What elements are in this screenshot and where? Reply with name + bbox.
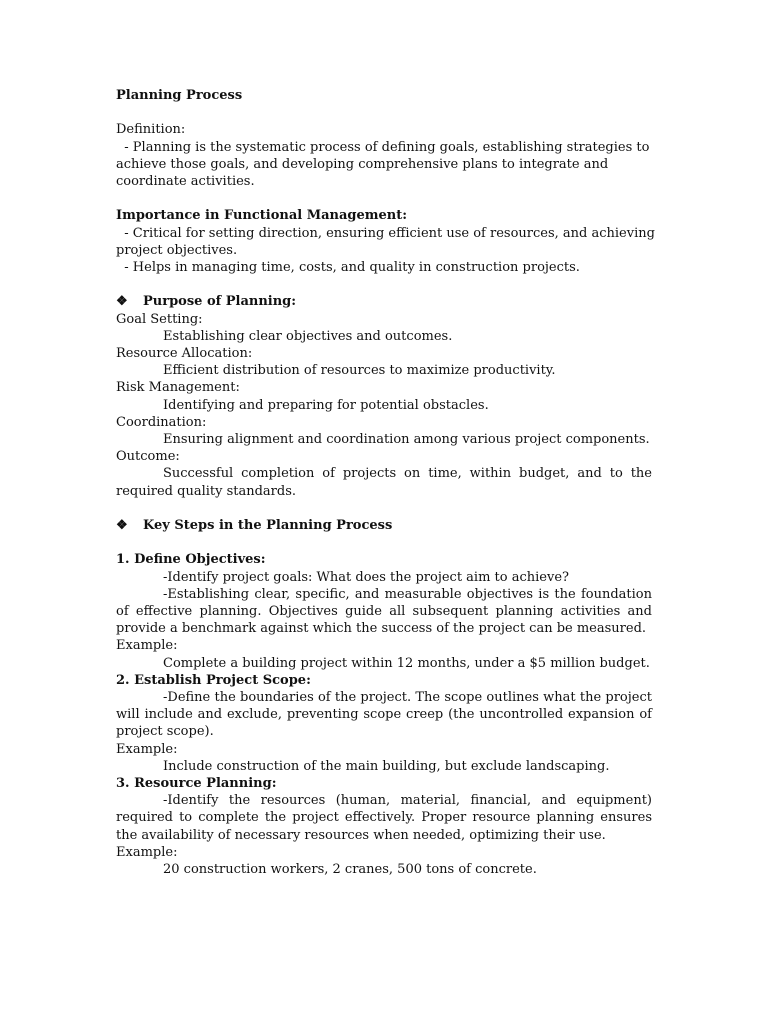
purpose-item-desc: Identifying and preparing for potential obstacles.	[163, 397, 489, 413]
step3-example-label: Example:	[116, 844, 178, 860]
definition-text-line: - Planning is the systematic process of defining goals, establishing strategies to	[116, 139, 650, 155]
importance-heading: Importance in Functional Management:	[116, 208, 408, 224]
purpose-item-desc: Successful completion of projects on time, within budget, and to the required quality standards.	[116, 466, 652, 499]
diamond-bullet-icon: ❖	[116, 518, 128, 534]
definition-text-line: coordinate activities.	[116, 174, 255, 189]
purpose-item-label: Coordination:	[116, 414, 207, 430]
definition-text-line: achieve those goals, and developing comprehensive plans to integrate and	[116, 156, 609, 172]
step3-example: 20 construction workers, 2 cranes, 500 tons of concrete.	[163, 862, 537, 878]
diamond-bullet-icon: ❖	[116, 294, 128, 310]
step1-example-label: Example:	[116, 638, 178, 654]
spacer	[116, 104, 652, 121]
step1-line: -Identify project goals: What does the project aim to achieve?	[163, 569, 569, 585]
spacer	[116, 500, 652, 517]
purpose-item-label: Outcome:	[116, 449, 180, 465]
page-title: Planning Process	[116, 88, 243, 103]
purpose-item-label: Risk Management:	[116, 380, 240, 396]
purpose-item-desc: Efficient distribution of resources to maximize productivity.	[163, 363, 556, 379]
document-body	[116, 87, 655, 878]
purpose-heading: Purpose of Planning:	[143, 294, 297, 310]
step2-example-label: Example:	[116, 741, 178, 757]
steps-heading-row	[116, 517, 652, 534]
definition-label: Definition:	[116, 122, 186, 138]
step1-heading: 1. Define Objectives:	[116, 552, 266, 568]
purpose-item-desc: Ensuring alignment and coordination among various project components.	[163, 432, 650, 448]
step2-heading: 2. Establish Project Scope:	[116, 672, 311, 688]
purpose-item-desc: Establishing clear objectives and outcomes.	[163, 328, 453, 344]
purpose-item-label: Resource Allocation:	[116, 346, 253, 361]
purpose-heading-row	[116, 293, 652, 310]
step1-paragraph: -Establishing clear, specific, and measurable objectives is the foundation of effective planning. Objectives guide all subsequent planning activities and provide a benchmark against which the success of the project can be measured.	[116, 586, 652, 637]
importance-text-line: project objectives.	[116, 242, 238, 258]
purpose-item-label: Goal Setting:	[116, 311, 203, 327]
spacer	[116, 190, 652, 207]
spacer	[116, 534, 652, 551]
step2-paragraph: -Define the boundaries of the project. The scope outlines what the project will include and exclude, preventing scope creep (the uncontrolled expansion of project scope).	[116, 690, 652, 740]
step2-example: Include construction of the main building, but exclude landscaping.	[163, 758, 610, 774]
step1-example: Complete a building project within 12 months, under a $5 million budget.	[163, 655, 650, 671]
importance-text-line: - Critical for setting direction, ensuring efficient use of resources, and achieving	[116, 225, 655, 241]
spacer	[116, 276, 652, 293]
importance-text-line: - Helps in managing time, costs, and quality in construction projects.	[116, 260, 580, 275]
step3-heading: 3. Resource Planning:	[116, 776, 277, 792]
steps-heading: Key Steps in the Planning Process	[143, 518, 393, 534]
step3-paragraph: -Identify the resources (human, material, financial, and equipment) required to complete the project effectively. Proper resource planning ensures the availability of necessary resources when needed, optimizing their use.	[116, 793, 652, 843]
